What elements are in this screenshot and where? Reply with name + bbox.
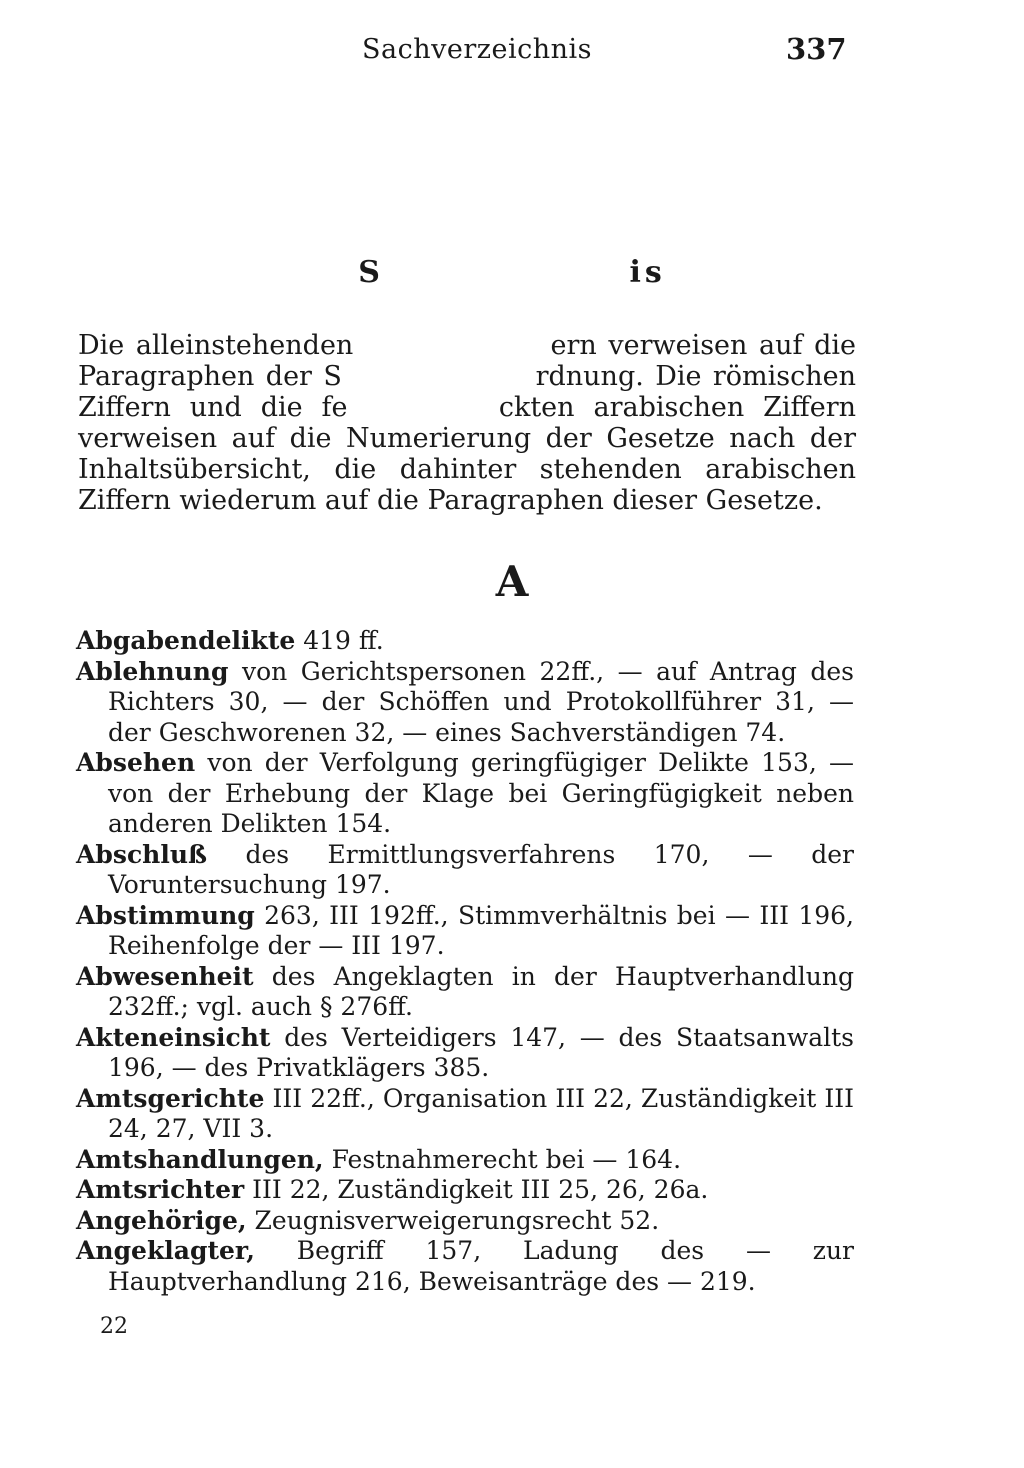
entry-text: des Verteidigers 147, — des Staatsanwalts 196, — des Privatklägers 385.	[108, 1022, 854, 1082]
index-entry	[76, 657, 854, 749]
entry-term: Angehörige,	[76, 1205, 247, 1235]
running-head-title: Sachverzeichnis	[362, 34, 592, 65]
index-entries	[76, 626, 854, 1297]
index-entry	[76, 1175, 854, 1206]
intro-paragraph: Die alleinstehenden ern verweisen auf die Paragraphen der S rdnung. Die römischen Ziffern und die fe ckten arabischen Ziffern verweisen auf die Numerierung der Gesetze nach der Inhaltsübersicht, die dahinter stehenden arabischen Ziffern wiederum auf die Paragraphen dieser Gesetze.	[78, 330, 865, 516]
entry-text: 263, III 192ff., Stimmverhältnis bei — III 196, Reihenfolge der — III 197.	[108, 900, 854, 960]
entry-text: des Ermittlungsverfahrens 170, — der Voruntersuchung 197.	[108, 839, 854, 899]
index-entry	[76, 1236, 854, 1297]
entry-text: Zeugnisverweigerungsrecht 52.	[246, 1205, 660, 1235]
entry-term: Amtshandlungen,	[76, 1144, 324, 1174]
entry-term: Angeklagter,	[76, 1236, 255, 1265]
entry-term: Abstimmung	[76, 900, 255, 930]
entry-text: III 22ff., Organisation III 22, Zuständigkeit III 24, 27, VII 3.	[108, 1083, 854, 1143]
entry-text: III 22, Zuständigkeit III 25, 26, 26a.	[244, 1175, 709, 1204]
index-entry	[76, 748, 854, 840]
entry-text: von der Verfolgung geringfügiger Delikte 153, — von der Erhebung der Klage bei Geringfügigkeit neben anderen Delikten 154.	[108, 748, 854, 838]
section-title: S is	[358, 255, 666, 290]
index-entry	[76, 840, 854, 901]
index-entry	[76, 962, 854, 1023]
entry-term: Abschluß	[76, 839, 208, 869]
entry-text: Begriff 157, Ladung des — zur Hauptverhandlung 216, Beweisanträge des — 219.	[108, 1236, 854, 1296]
index-entry	[76, 1206, 854, 1237]
entry-text: Festnahmerecht bei — 164.	[323, 1144, 682, 1174]
entry-text: von Gerichtspersonen 22ff., — auf Antrag des Richters 30, — der Schöffen und Protokollführer 31, — der Geschworenen 32, — eines Sachverständigen 74.	[108, 656, 854, 747]
index-entry	[76, 1145, 854, 1176]
index-entry	[76, 901, 854, 962]
entry-term: Ablehnung	[76, 656, 229, 686]
entry-term: Absehen	[76, 748, 196, 777]
entry-term: Amtsgerichte	[76, 1083, 265, 1113]
entry-text: des Angeklagten in der Hauptverhandlung 232ff.; vgl. auch § 276ff.	[108, 961, 854, 1021]
index-entry	[76, 1023, 854, 1084]
index-entry	[76, 1084, 854, 1145]
index-entry	[76, 626, 854, 657]
signature-mark: 22	[100, 1314, 128, 1339]
entry-term: Abwesenheit	[76, 961, 254, 991]
running-head	[0, 28, 1024, 68]
entry-term: Amtsrichter	[76, 1175, 245, 1204]
page-number: 337	[786, 32, 847, 66]
entry-term: Akteneinsicht	[76, 1022, 271, 1052]
entry-text: 419 ff.	[295, 626, 384, 655]
entry-term: Abgabendelikte	[76, 626, 296, 655]
letter-heading: A	[495, 557, 529, 606]
